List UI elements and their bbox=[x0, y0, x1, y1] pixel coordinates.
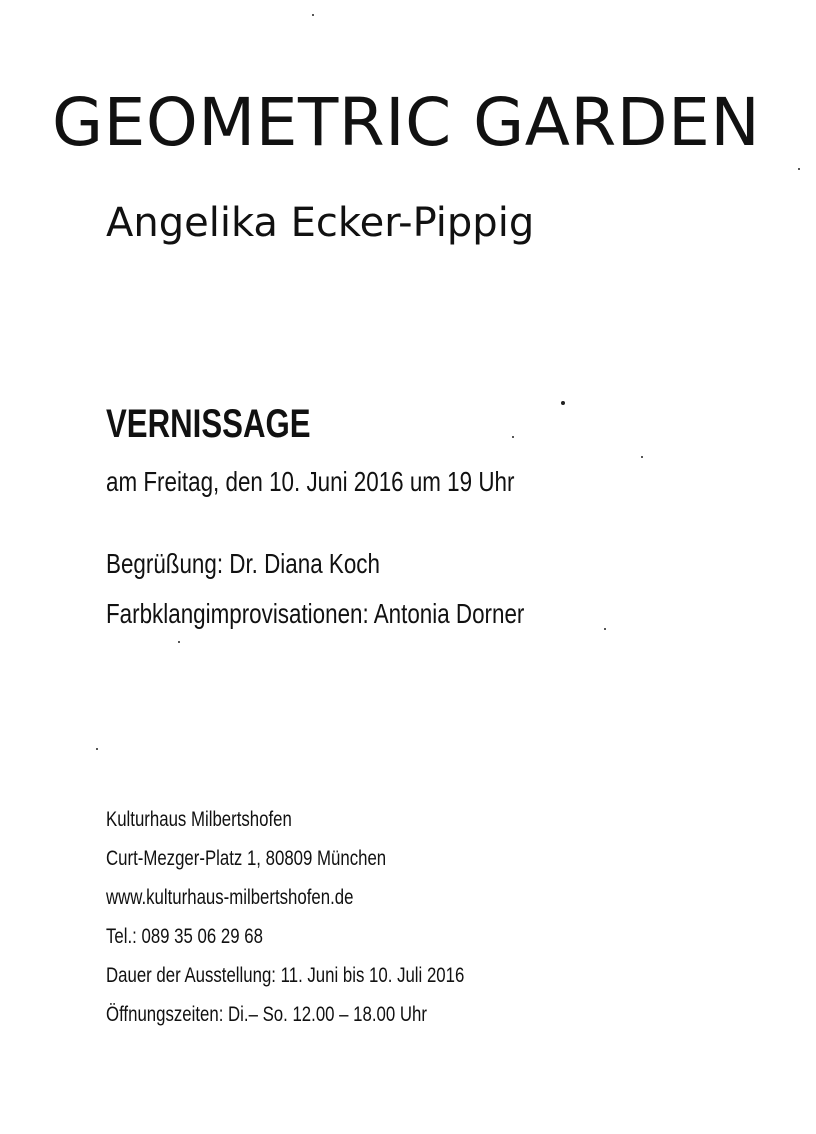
music-line: Farbklangimprovisationen: Antonia Dorner bbox=[106, 598, 525, 629]
scan-speck bbox=[641, 456, 643, 458]
event-heading: VERNISSAGE bbox=[106, 402, 311, 446]
exhibition-duration: Dauer der Ausstellung: 11. Juni bis 10. Juli 2016 bbox=[106, 964, 465, 987]
artist-name: Angelika Ecker-Pippig bbox=[106, 200, 535, 246]
venue-website: www.kulturhaus-milbertshofen.de bbox=[106, 886, 354, 909]
scan-speck bbox=[178, 641, 180, 643]
opening-hours: Öffnungszeiten: Di.– So. 12.00 – 18.00 Uhr bbox=[106, 1003, 427, 1026]
scan-speck bbox=[96, 748, 98, 750]
venue-address: Curt-Mezger-Platz 1, 80809 München bbox=[106, 847, 387, 870]
scan-speck bbox=[312, 14, 314, 16]
greeting-line: Begrüßung: Dr. Diana Koch bbox=[106, 548, 380, 579]
venue-name: Kulturhaus Milbertshofen bbox=[106, 808, 292, 831]
venue-phone: Tel.: 089 35 06 29 68 bbox=[106, 925, 263, 948]
scan-speck bbox=[798, 168, 800, 170]
scan-speck bbox=[604, 628, 606, 630]
exhibition-title: GEOMETRIC GARDEN bbox=[52, 84, 761, 161]
event-date: am Freitag, den 10. Juni 2016 um 19 Uhr bbox=[106, 466, 515, 497]
scan-speck bbox=[512, 436, 514, 438]
scan-speck bbox=[561, 401, 565, 405]
